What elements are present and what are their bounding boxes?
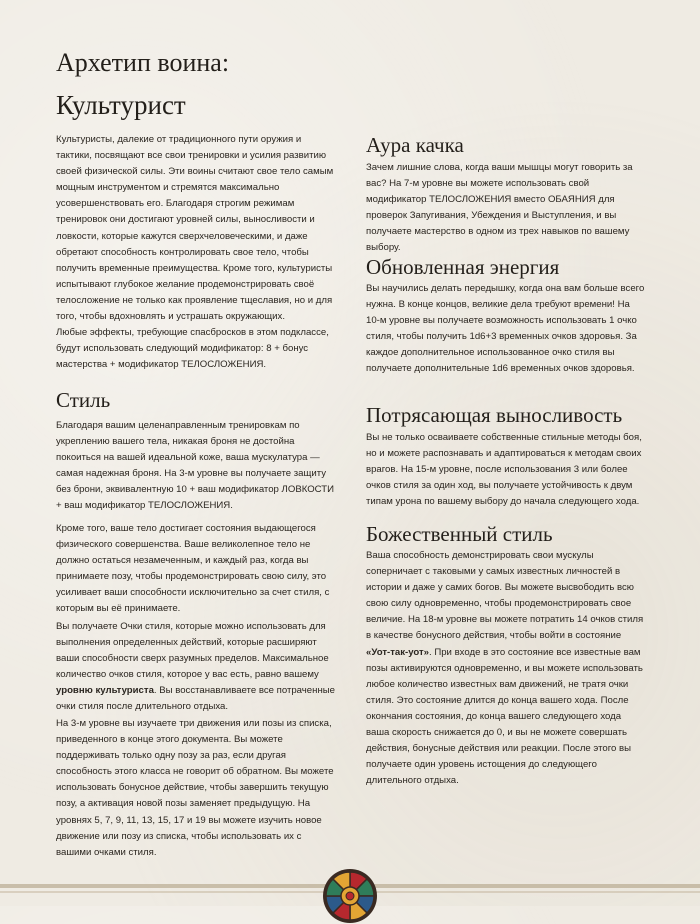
energy-heading: Обновленная энергия [366, 255, 560, 279]
aura-paragraph: Зачем лишние слова, когда ваши мышцы могут говорить за вас? На 7-м уровне вы можете использовать свой модификатор ТЕЛОСЛОЖЕНИЯ вместо ОБАЯНИЯ для проверок Запугивания, Убеждения и Выступления, и вы получаете мастерство в одном из трех навыков по вашему выбору. [366, 162, 633, 254]
style-heading: Стиль [56, 388, 111, 412]
divine-heading: Божественный стиль [366, 522, 553, 546]
divine-bold: «Уот-так-уот» [366, 646, 429, 658]
style-p3-text-b: . Вы восстанавливаете все потраченные очки стиля после длительного отдыха. [56, 685, 335, 713]
style-paragraph-2: Кроме того, ваше тело достигает состояния выдающегося физического совершенства. Ваше великолепное тело не должно остаться незамеченным, и каждый раз, когда вы принимаете позу, чтобы продемонстрировать свою силу, это усиливает ваши способности исключительно за счет стиля, с которым вы её принимаете. [56, 523, 330, 615]
saving-throw-paragraph: Любые эффекты, требующие спасбросков в этом подклассе, будут использовать следующий модификатор: 8 + бонус мастерства + модификатор ТЕЛОСЛОЖЕНИЯ. [56, 327, 329, 371]
page-subtitle: Культурист [56, 90, 186, 120]
style-paragraph-1: Благодаря вашим целенаправленным тренировкам по укреплению вашего тела, никакая броня не достойна покоиться на вашей идеальной коже, ваша мускулатура — самая надежная броня. На 3-м уровне вы получаете защиту без брони, эквивалентную 10 + ваш модификатор ЛОВКОСТИ + ваш модификатор ТЕЛОСЛОЖЕНИЯ. [56, 420, 335, 512]
divine-text-b: . При входе в это состояние все известные вам позы активируются одновременно, и вы можете использовать любое количество известных вам движений, не тратя очки стиля. Это состояние длится до конца вашего хода. После окончания состояния, до конца вашего следующего хода ваша скорость снижается до 0, и вы не можете совершать действия, бонусные действия или реакции. После этого вы получаете один уровень истощения до следующего длительного отдыха. [366, 646, 643, 787]
aura-heading: Аура качка [366, 133, 464, 157]
style-paragraph-3 [56, 619, 338, 716]
divine-paragraph [366, 548, 646, 789]
style-p3-bold: уровню культуриста [56, 685, 154, 697]
endurance-paragraph: Вы не только осваиваете собственные стильные методы боя, но и можете распознавать и адаптироваться к методам своих врагов. На 15-м уровне, после использования 3 или более очков стиля за один ход, вы получаете устойчивость к двум типам урона по вашему выбору до начала следующего хода. [366, 432, 642, 508]
page-title: Архетип воина: [56, 48, 230, 77]
intro-paragraph: Культуристы, далекие от традиционного пути оружия и тактики, посвящают все свои тренировки и усилия развитию своей физической силы. Эти воины считают свое тело самым мощным инструментом и стремятся максимально усовершенствовать его. Благодаря строгим режимам тренировок они достигают уровней силы, выносливости и ловкости, которые кажутся сверхчеловеческими, и даже обретают способность контролировать свое тело, чтобы получить временные преимущества. Кроме того, культуристы испытывают глубокое желание продемонстрировать своё телосложение не только как проявление тщеславия, но и для того, чтобы вдохновлять и устрашать окружающих. [56, 134, 334, 323]
divine-text-a: Ваша способность демонстрировать свои мускулы соперничает с таковыми у самых известных личностей в истории и даже у самих богов. Вы можете высвободить всю свою силу одновременно, чтобы продемонстрировать свое величие. На 18-м уровне вы можете потратить 14 очков стиля в качестве бонусного действия, чтобы войти в состояние [366, 550, 644, 642]
style-p3-text-a: Вы получаете Очки стиля, которые можно использовать для выполнения определенных действий, которые расширяют ваши способности сверх разумных пределов. Максимальное количество очков стиля, которое у вас есть, равно вашему [56, 621, 329, 681]
energy-paragraph: Вы научились делать передышку, когда она вам больше всего нужна. В конце концов, великие дела требуют времени! На 10-м уровне вы получаете возможность использовать 1 очко стиля, чтобы получить 1d6+3 временных очков здоровья. За каждое дополнительное использованное очко стиля вы получаете дополнительные 1d6 временных очков здоровья. [366, 283, 645, 375]
endurance-heading: Потрясающая выносливость [366, 403, 623, 427]
stained-glass-emblem-icon [322, 868, 378, 924]
style-paragraph-4: На 3-м уровне вы изучаете три движения или позы из списка, приведенного в конце этого документа. Вы можете поддерживать только одну позу за раз, если другая способность этого класса не говорит об обратном. Вы можете использовать бонусное действие, чтобы завершить текущую позу, а активация новой позы заменяет предыдущую. На уровнях 5, 7, 9, 11, 13, 15, 17 и 19 вы можете изучить новое движение или позу из списка, чтобы использовать их с вашими очками стиля. [56, 718, 334, 858]
